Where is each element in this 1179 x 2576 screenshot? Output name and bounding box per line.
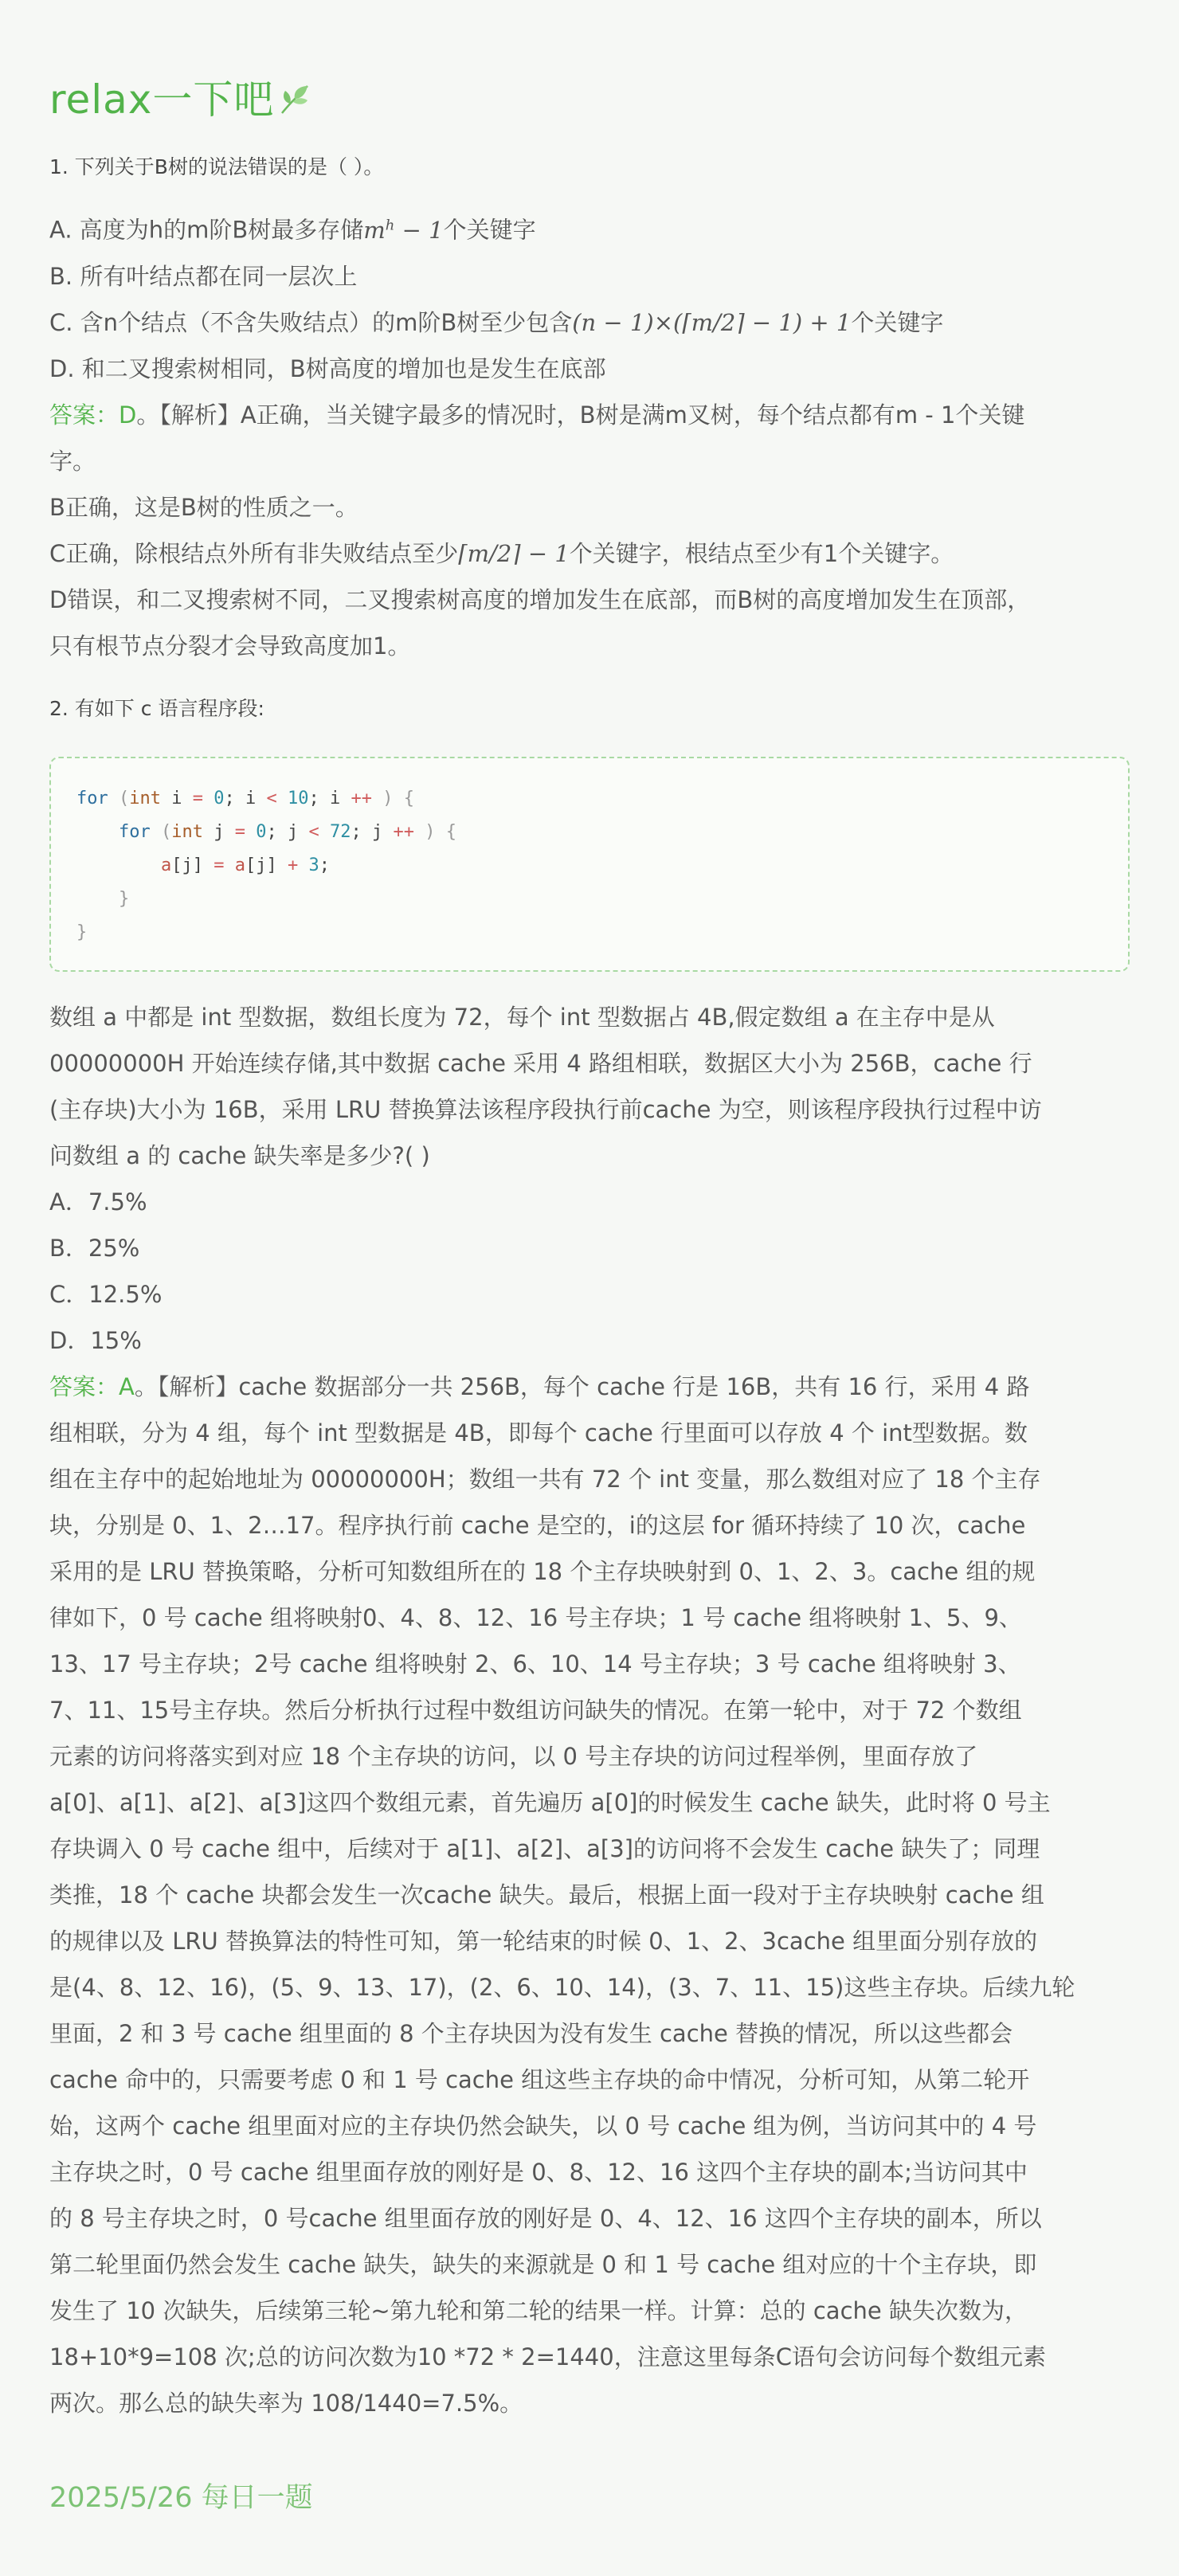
- q1-option-b: B. 所有叶结点都在同一层次上: [49, 262, 358, 290]
- q2-option-c: C．12.5%: [49, 1280, 163, 1308]
- q1-option-d: D. 和二叉搜索树相同，B树高度的增加也是发生在底部: [49, 354, 606, 382]
- question-2-answer: 答案：A。【解析】cache 数据部分一共 256B，每个 cache 行是 16B，共有 16 行，采用 4 路 组相联，分为 4 组，每个 int 型数据是 4B，即每个 cache 行里面可以存放 4 个 int型数据。数 组在主存中的起始地址为 00000000H；数组一共有 72 个 int 变量，那么数组对应了 18 个主存 块，分别是 0、1、2…17。程序执行前 cache 是空的，i的这层 for 循环持续了 10 次，cache 采用的是 LRU 替换策略，分析可知数组所在的 18 个主存块映射到 0、1、2、3。cache 组的规 律如下，0 号 cache 组将映射0、4、8、12、16 号主存块；1 号 cache 组将映射 1、5、9、 13、17 号主存块；2号 cache 组将映射 2、6、10、14 号主存块；3 号 cache 组将映射 3、 7、11、15号主存块。然后分析执行过程中数组访问缺失的情况。在第一轮中，对于 72 个数组 元素的访问将落实到对应 18 个主存块的访问，以 0 号主存块的访问过程举例，里面存放了 a[0]、a[1]、a[2]、a[3]这四个数组元素，首先遍历 a[0]的时候发生 cache 缺失，此时将 0 号主 存块调入 0 号 cache 组中，后续对于 a[1]、a[2]、a[3]的访问将不会发生 cache 缺失了；同理 类推，18 个 cache 块都会发生一次cache 缺失。最后，根据上面一段对于主存块映射 cache 组 的规律以及 LRU 替换算法的特性可知，第一轮结束的时候 0、1、2、3cache 组里面分别存放的 是(4、8、12、16)，(5、9、13、17)，(2、6、10、14)，(3、7、11、15)这些主存块。后续九轮 里面，2 和 3 号 cache 组里面的 8 个主存块因为没有发生 cache 替换的情况，所以这些都会 cache 命中的，只需要考虑 0 和 1 号 cache 组这些主存块的命中情况，分析可知，从第二轮开 始，这两个 cache 组里面对应的主存块仍然会缺失，以 0 号 cache 组为例，当访问其中的 4 号 主存块之时，0 号 cache 组里面存放的刚好是 0、8、12、16 这四个主存块的副本;当访问其中 的 8 号主存块之时，0 号cache 组里面存放的刚好是 0、4、12、16 这四个主存块的副本，所以 第二轮里面仍然会发生 cache 缺失，缺失的来源就是 0 和 1 号 cache 组对应的十个主存块，即 发生了 10 次缺失，后续第三轮~第九轮和第二轮的结果一样。计算：总的 cache 缺失次数为， 18+10*9=108 次;总的访问次数为10 *72 * 2=1440，注意这里每条C语句会访问每个数组元素 两次。那么总的缺失率为 108/1440=7.5%。: [49, 1372, 1075, 2417]
- question-2-options: [49, 1179, 1130, 1364]
- code-line-4: }: [118, 888, 130, 909]
- answer-label: 答案：A: [49, 1372, 135, 1400]
- q2-option-b: B．25%: [49, 1234, 140, 1262]
- code-line-1: for (int i = 0; i < 10; i ++ ) {: [76, 788, 414, 808]
- q1-option-a: A. 高度为h的m阶B树最多存储$m^h - 1$个关键字: [49, 216, 536, 244]
- q2-option-d: D．15%: [49, 1326, 142, 1354]
- footer-date: 2025/5/26 每日一题: [49, 2481, 313, 2514]
- q2-option-a: A．7.5%: [49, 1188, 147, 1216]
- code-line-2: for (int j = 0; j < 72; j ++ ) {: [118, 821, 456, 842]
- code-line-5: }: [76, 922, 88, 942]
- question-1-options: [49, 202, 1130, 392]
- page-title: relax一下吧: [49, 0, 1130, 127]
- code-block: [49, 757, 1130, 972]
- question-2-heading: 2. 有如下 c 语言程序段:: [49, 696, 264, 720]
- leaf-icon: [277, 75, 312, 131]
- answer-label: 答案：D: [49, 401, 137, 429]
- question-1-heading: 1. 下列关于B树的说法错误的是（ ）。: [49, 155, 384, 178]
- code-line-3: a[j] = a[j] + 3;: [160, 855, 330, 875]
- q1-option-c: C. 含n个结点（不含失败结点）的m阶B树至少包含(n − 1)×(⌈m/2⌉ − 1) + 1个关键字: [49, 308, 944, 336]
- question-2-stem: 数组 a 中都是 int 型数据，数组长度为 72，每个 int 型数据占 4B,假定数组 a 在主存中是从 00000000H 开始连续存储,其中数据 cache 采用 4 路组相联，数据区大小为 256B，cache 行 (主存块)大小为 16B，采用 LRU 替换算法该程序段执行前cache 为空，则该程序段执行过程中访 问数组 a 的 cache 缺失率是多少?( ): [49, 1003, 1042, 1169]
- question-1-answer: 答案：D。【解析】A正确，当关键字最多的情况时，B树是满m叉树，每个结点都有m - 1个关键 字。 B正确，这是B树的性质之一。 C正确，除根结点外所有非失败结点至少⌈m/2⌉ − 1个关键字，根结点至少有1个关键字。 D错误，和二叉搜索树不同，二叉搜索树高度的增加发生在底部，而B树的高度增加发生在顶部， 只有根节点分裂才会导致高度加1。: [49, 401, 1031, 660]
